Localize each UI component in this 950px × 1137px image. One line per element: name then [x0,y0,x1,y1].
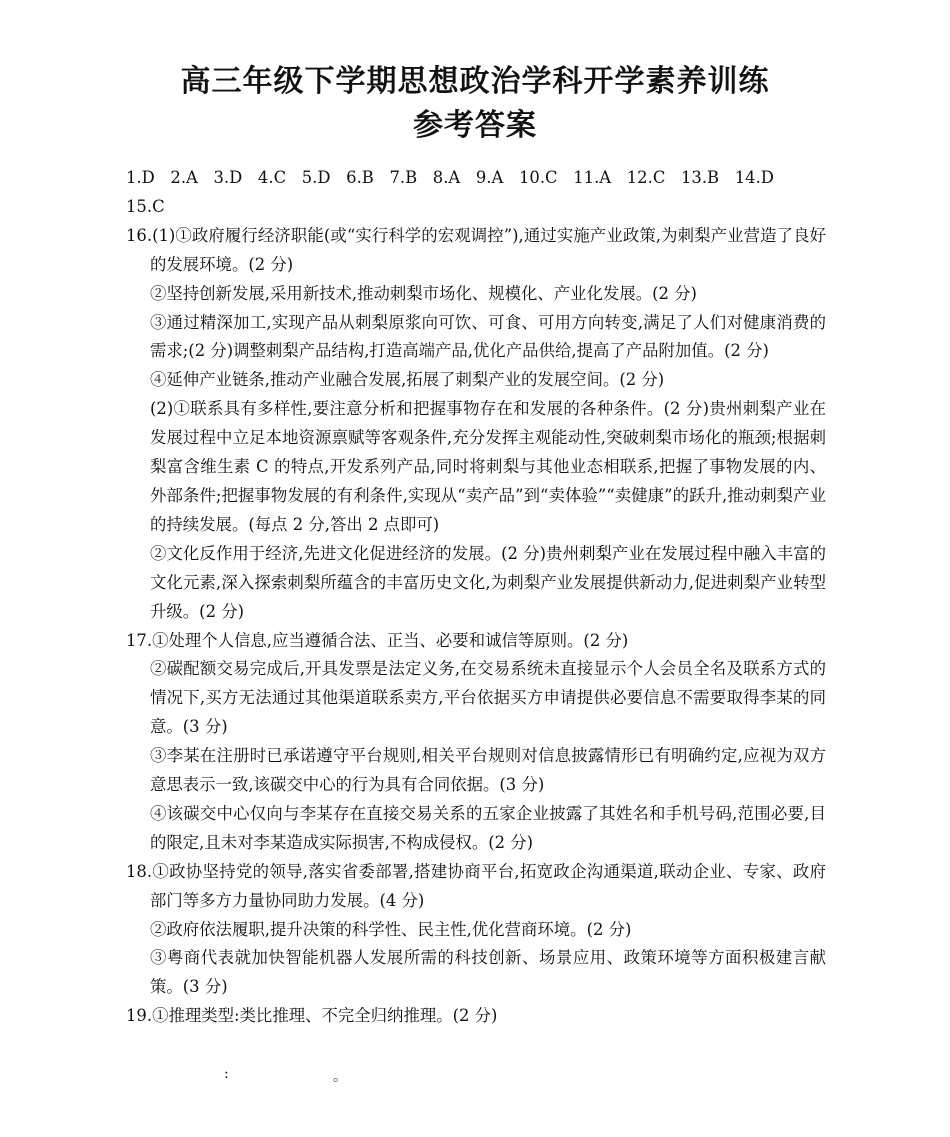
q17-point3: ③李某在注册时已承诺遵守平台规则,相关平台规则对信息披露情形已有明确约定,应视为双方意思表示一致,该碳交中心的行为具有合同依据。(3 分) [150,746,826,795]
q16-part1-point3: ③通过精深加工,实现产品从刺梨原浆向可饮、可食、可用方向转变,满足了人们对健康消费的需求;(2 分)调整刺梨产品结构,打造高端产品,优化产品供给,提高了产品附加值。(2 分) [150,312,826,361]
q19-point1: 19.①推理类型:类比推理、不完全归纳推理。(2 分) [126,1006,498,1026]
answer-body [126,164,826,1031]
q18-point2: ②政府依法履职,提升决策的科学性、民主性,优化营商环境。(2 分) [150,919,632,939]
q17-point1: 17.①处理个人信息,应当遵循合法、正当、必要和诚信等原则。(2 分) [126,630,629,650]
choice-answers-line-2: 15.C [126,196,165,216]
q16-part1-point4: ④延伸产业链条,推动产业融合发展,拓展了刺梨产业的发展空间。(2 分) [150,370,665,390]
q16-part2-point1: (2)①联系具有多样性,要注意分析和把握事物存在和发展的各种条件。(2 分)贵州刺梨产业在发展过程中立足本地资源禀赋等客观条件,充分发挥主观能动性,突破刺梨市场化的瓶颈;根据刺梨富含维生素 C 的特点,开发系列产品,同时将刺梨与其他业态相联系,把握了事物发展的内、外部条件;把握事物发展的有利条件,实现从“卖产品”到“卖体验”“卖健康”的跃升,推动刺梨产业的持续发展。(每点 2 分,答出 2 点即可) [150,399,826,534]
q16-part1-point2: ②坚持创新发展,采用新技术,推动刺梨市场化、规模化、产业化发展。(2 分) [150,283,697,303]
q16-part2-point2: ②文化反作用于经济,先进文化促进经济的发展。(2 分)贵州刺梨产业在发展过程中融入丰富的文化元素,深入探索刺梨所蕴含的丰富历史文化,为刺梨产业发展提供新动力,促进刺梨产业转型升级。(2 分) [150,543,826,621]
q17-point2: ②碳配额交易完成后,开具发票是法定义务,在交易系统未直接显示个人会员全名及联系方式的情况下,买方无法通过其他渠道联系卖方,平台依据买方申请提供必要信息不需要取得李某的同意。(3 分) [150,659,826,737]
document-subtitle: 参考答案 [413,108,537,143]
footer-period: 。 [333,1069,347,1085]
q18-point1: 18.①政协坚持党的领导,落实省委部署,搭建协商平台,拓宽政企沟通渠道,联动企业、专家、政府部门等多方力量协同助力发展。(4 分) [126,861,826,910]
document-title: 高三年级下学期思想政治学科开学素养训练 [180,64,770,99]
q16-part1-point1: 16.(1)①政府履行经济职能(或“实行科学的宏观调控”),通过实施产业政策,为刺梨产业营造了良好的发展环境。(2 分) [126,225,826,274]
q18-point3: ③粤商代表就加快智能机器人发展所需的科技创新、场景应用、政策环境等方面积极建言献策。(3 分) [150,948,826,997]
footer-colon: : [224,1066,229,1082]
choice-answers-line-1: 1.D 2.A 3.D 4.C 5.D 6.B 7.B 8.A 9.A 10.C 11.A 12.C 13.B 14.D [126,168,774,187]
q17-point4: ④该碳交中心仅向与李某存在直接交易关系的五家企业披露了其姓名和手机号码,范围必要,目的限定,且未对李某造成实际损害,不构成侵权。(2 分) [150,803,826,852]
